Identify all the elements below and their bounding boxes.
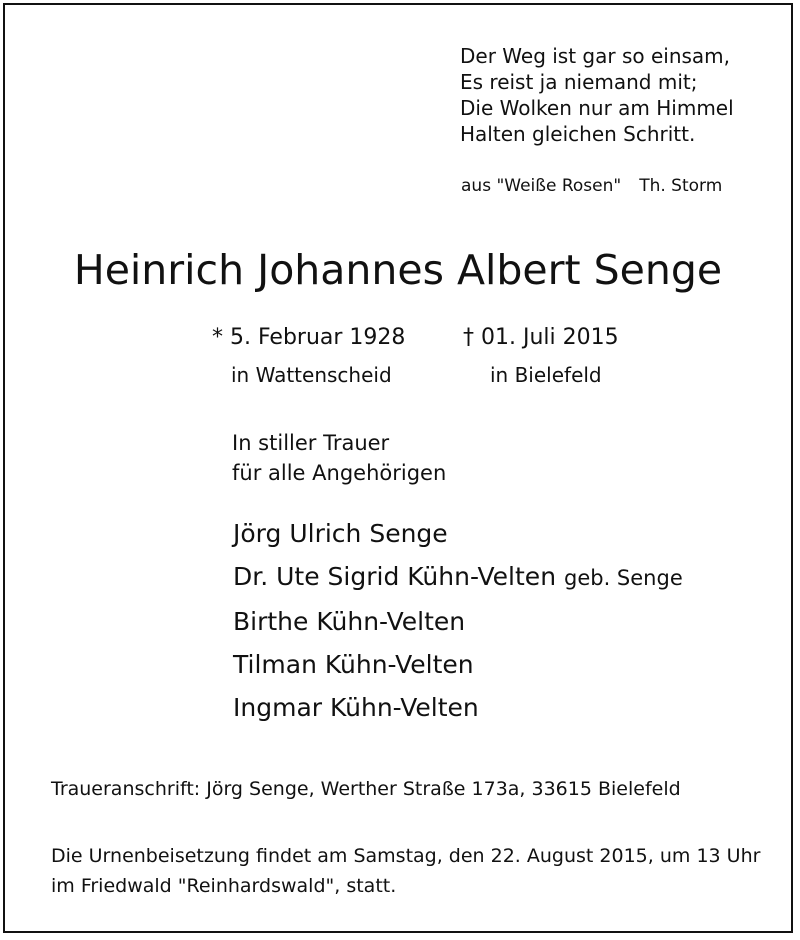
burial-info: Die Urnenbeisetzung findet am Samstag, den 22. August 2015, um 13 Uhr im Friedwald "Reinhardswald", statt.	[51, 845, 761, 897]
mourner-name: Dr. Ute Sigrid Kühn-Velten	[233, 562, 557, 591]
deceased-name: Heinrich Johannes Albert Senge	[73, 246, 723, 294]
mourning-address: Traueranschrift: Jörg Senge, Werther Straße 173a, 33615 Bielefeld	[51, 778, 681, 800]
mourning-text	[232, 428, 446, 488]
death-place: in Bielefeld	[490, 363, 602, 387]
poem-line: Die Wolken nur am Himmel	[460, 96, 734, 120]
poem-source	[461, 176, 722, 196]
mourning-line: In stiller Trauer	[232, 431, 390, 455]
mourner-name: Tilman Kühn-Velten	[233, 650, 474, 679]
birth-place: in Wattenscheid	[231, 363, 392, 387]
poem-line: Der Weg ist gar so einsam,	[460, 44, 731, 68]
poem-source-title: aus "Weiße Rosen"	[461, 176, 622, 196]
mourner	[233, 512, 683, 555]
mourner-list	[233, 512, 683, 729]
mourner	[233, 555, 683, 600]
obituary-notice	[3, 3, 793, 933]
poem-line: Halten gleichen Schritt.	[460, 122, 696, 146]
mourner-name: Ingmar Kühn-Velten	[233, 693, 479, 722]
death-date: † 01. Juli 2015	[463, 325, 619, 350]
poem-line: Es reist ja niemand mit;	[460, 70, 698, 94]
mourner-name: Birthe Kühn-Velten	[233, 607, 466, 636]
poem-author: Th. Storm	[639, 176, 723, 196]
birth-date: * 5. Februar 1928	[212, 325, 406, 350]
mourner	[233, 600, 683, 643]
mourning-line: für alle Angehörigen	[232, 461, 447, 485]
poem	[460, 43, 734, 147]
mourner	[233, 643, 683, 686]
mourner-name: Jörg Ulrich Senge	[233, 519, 448, 548]
mourner-suffix: geb. Senge	[564, 566, 683, 590]
mourner	[233, 686, 683, 729]
